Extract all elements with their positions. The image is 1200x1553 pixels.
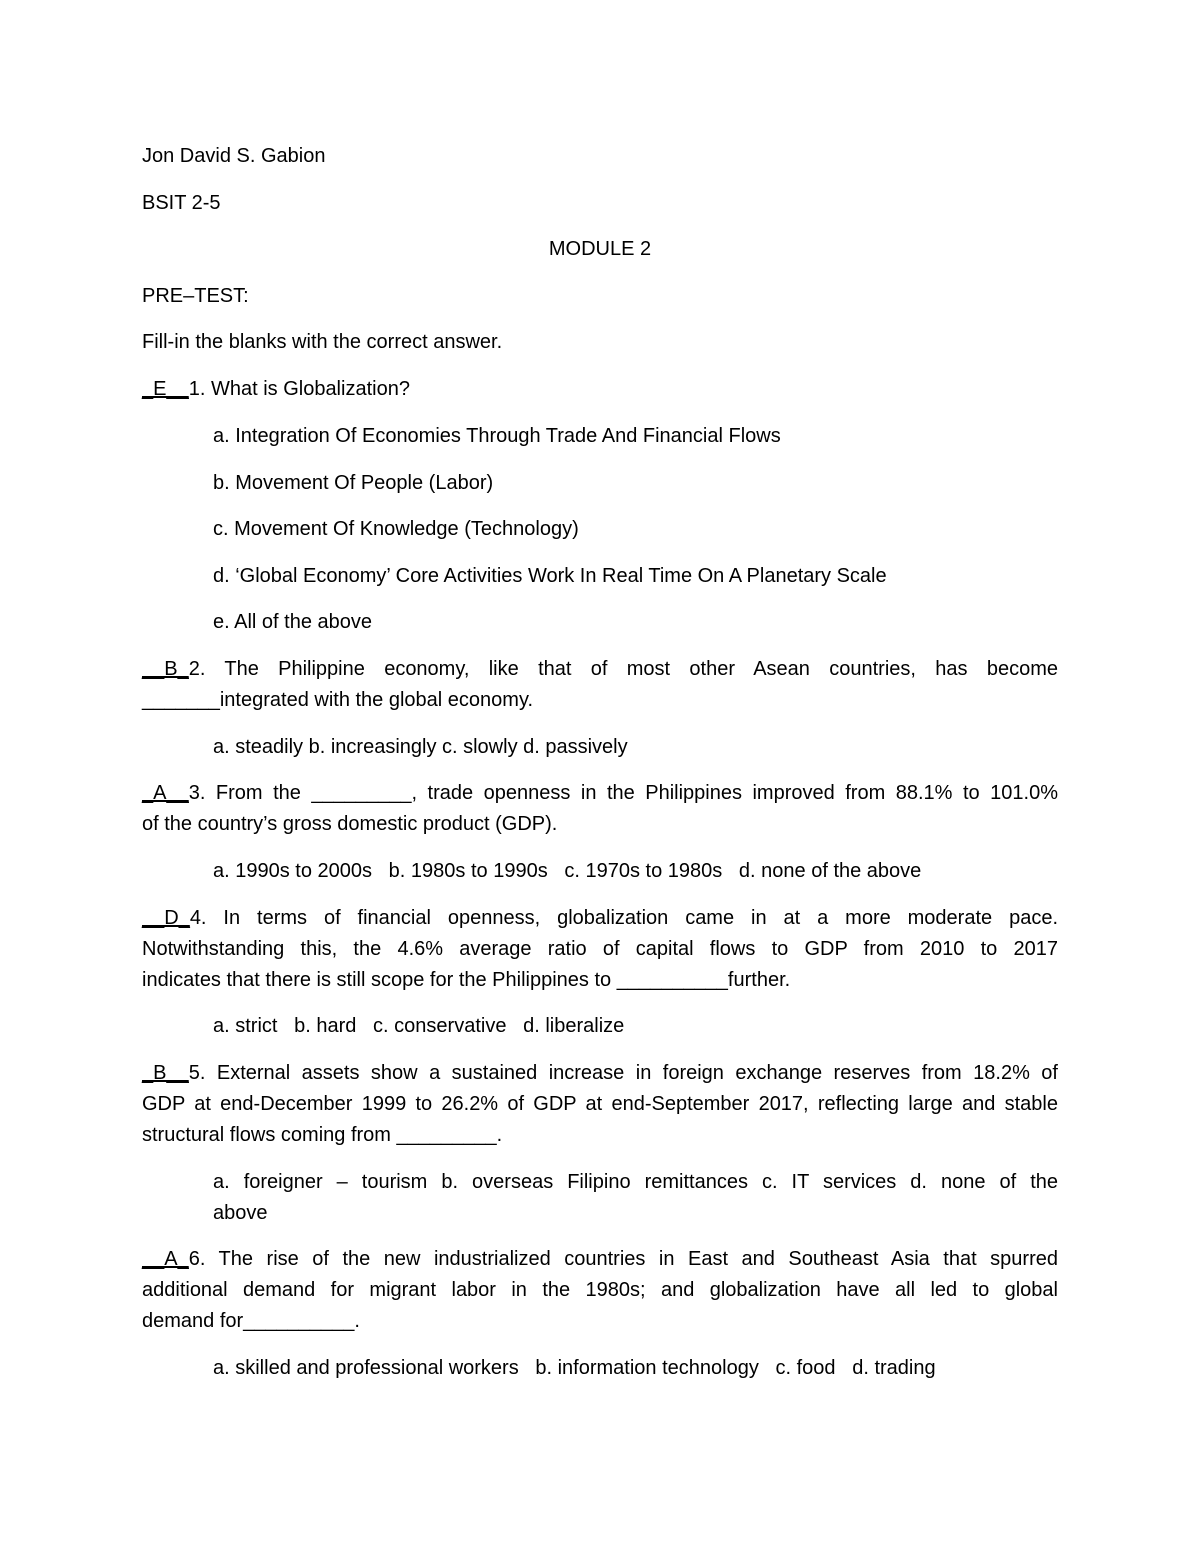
question-2-line-1	[142, 654, 1058, 685]
question-1	[142, 374, 410, 405]
answer-5: _B__	[142, 1062, 189, 1084]
question-3-choices: a. 1990s to 2000s b. 1980s to 1990s c. 1970s to 1980s d. none of the above	[213, 860, 922, 882]
question-4-choices: a. strict b. hard c. conservative d. liberalize	[213, 1015, 625, 1037]
question-6-choices: a. skilled and professional workers b. information technology c. food d. trading	[213, 1357, 936, 1379]
module-title: MODULE 2	[548, 238, 652, 260]
question-6-text-1: 6. The rise of the new industrialized countries in East and Southeast Asia that spurred	[188, 1248, 1058, 1270]
answer-3: _A__	[142, 782, 189, 804]
question-6-line-3: demand for__________.	[142, 1310, 360, 1332]
answer-4: __D_	[142, 907, 190, 929]
question-3-line-1	[142, 778, 1058, 809]
question-4-text-1: 4. In terms of financial openness, globalization came in at a more moderate pace.	[189, 907, 1058, 929]
question-5-choices-line-1: a. foreigner – tourism b. overseas Filipino remittances c. IT services d. none of the	[213, 1171, 1058, 1193]
question-1-choice-e: e. All of the above	[213, 611, 373, 633]
question-1-text: 1. What is Globalization?	[188, 378, 410, 400]
question-5-line-3: structural flows coming from _________.	[142, 1124, 503, 1146]
question-2-choices: a. steadily b. increasingly c. slowly d. passively	[213, 736, 628, 758]
question-5-choices-line-2: above	[213, 1202, 268, 1224]
question-5-line-1	[142, 1058, 1058, 1089]
question-4-line-1	[142, 903, 1058, 934]
instructions: Fill-in the blanks with the correct answer.	[142, 331, 503, 353]
question-5-line-2: GDP at end-December 1999 to 26.2% of GDP at end-September 2017, reflecting large and stable	[142, 1093, 1058, 1115]
question-1-choice-b: b. Movement Of People (Labor)	[213, 472, 494, 494]
student-section: BSIT 2-5	[142, 192, 221, 214]
answer-1: _E__	[142, 378, 189, 400]
answer-6: __A_	[142, 1248, 189, 1270]
question-1-choice-d: d. ‘Global Economy’ Core Activities Work In Real Time On A Planetary Scale	[213, 565, 887, 587]
question-3-text-1: 3. From the _________, trade openness in the Philippines improved from 88.1% to 101.0%	[188, 782, 1058, 804]
question-6-line-1	[142, 1244, 1058, 1275]
question-2-line-2: _______integrated with the global economy.	[142, 689, 534, 711]
answer-2: __B_	[142, 658, 189, 680]
question-2-text-1: 2. The Philippine economy, like that of most other Asean countries, has become	[188, 658, 1058, 680]
pretest-heading: PRE–TEST:	[142, 285, 249, 307]
question-3-line-2: of the country’s gross domestic product (GDP).	[142, 813, 558, 835]
question-4-line-3: indicates that there is still scope for the Philippines to __________further.	[142, 969, 791, 991]
question-4-line-2: Notwithstanding this, the 4.6% average ratio of capital flows to GDP from 2010 to 2017	[142, 938, 1058, 960]
question-1-choice-a: a. Integration Of Economies Through Trade And Financial Flows	[213, 425, 781, 447]
question-5-text-1: 5. External assets show a sustained increase in foreign exchange reserves from 18.2% of	[188, 1062, 1058, 1084]
question-1-choice-c: c. Movement Of Knowledge (Technology)	[213, 518, 579, 540]
question-6-line-2: additional demand for migrant labor in the 1980s; and globalization have all led to global	[142, 1279, 1058, 1301]
student-name: Jon David S. Gabion	[142, 145, 326, 167]
